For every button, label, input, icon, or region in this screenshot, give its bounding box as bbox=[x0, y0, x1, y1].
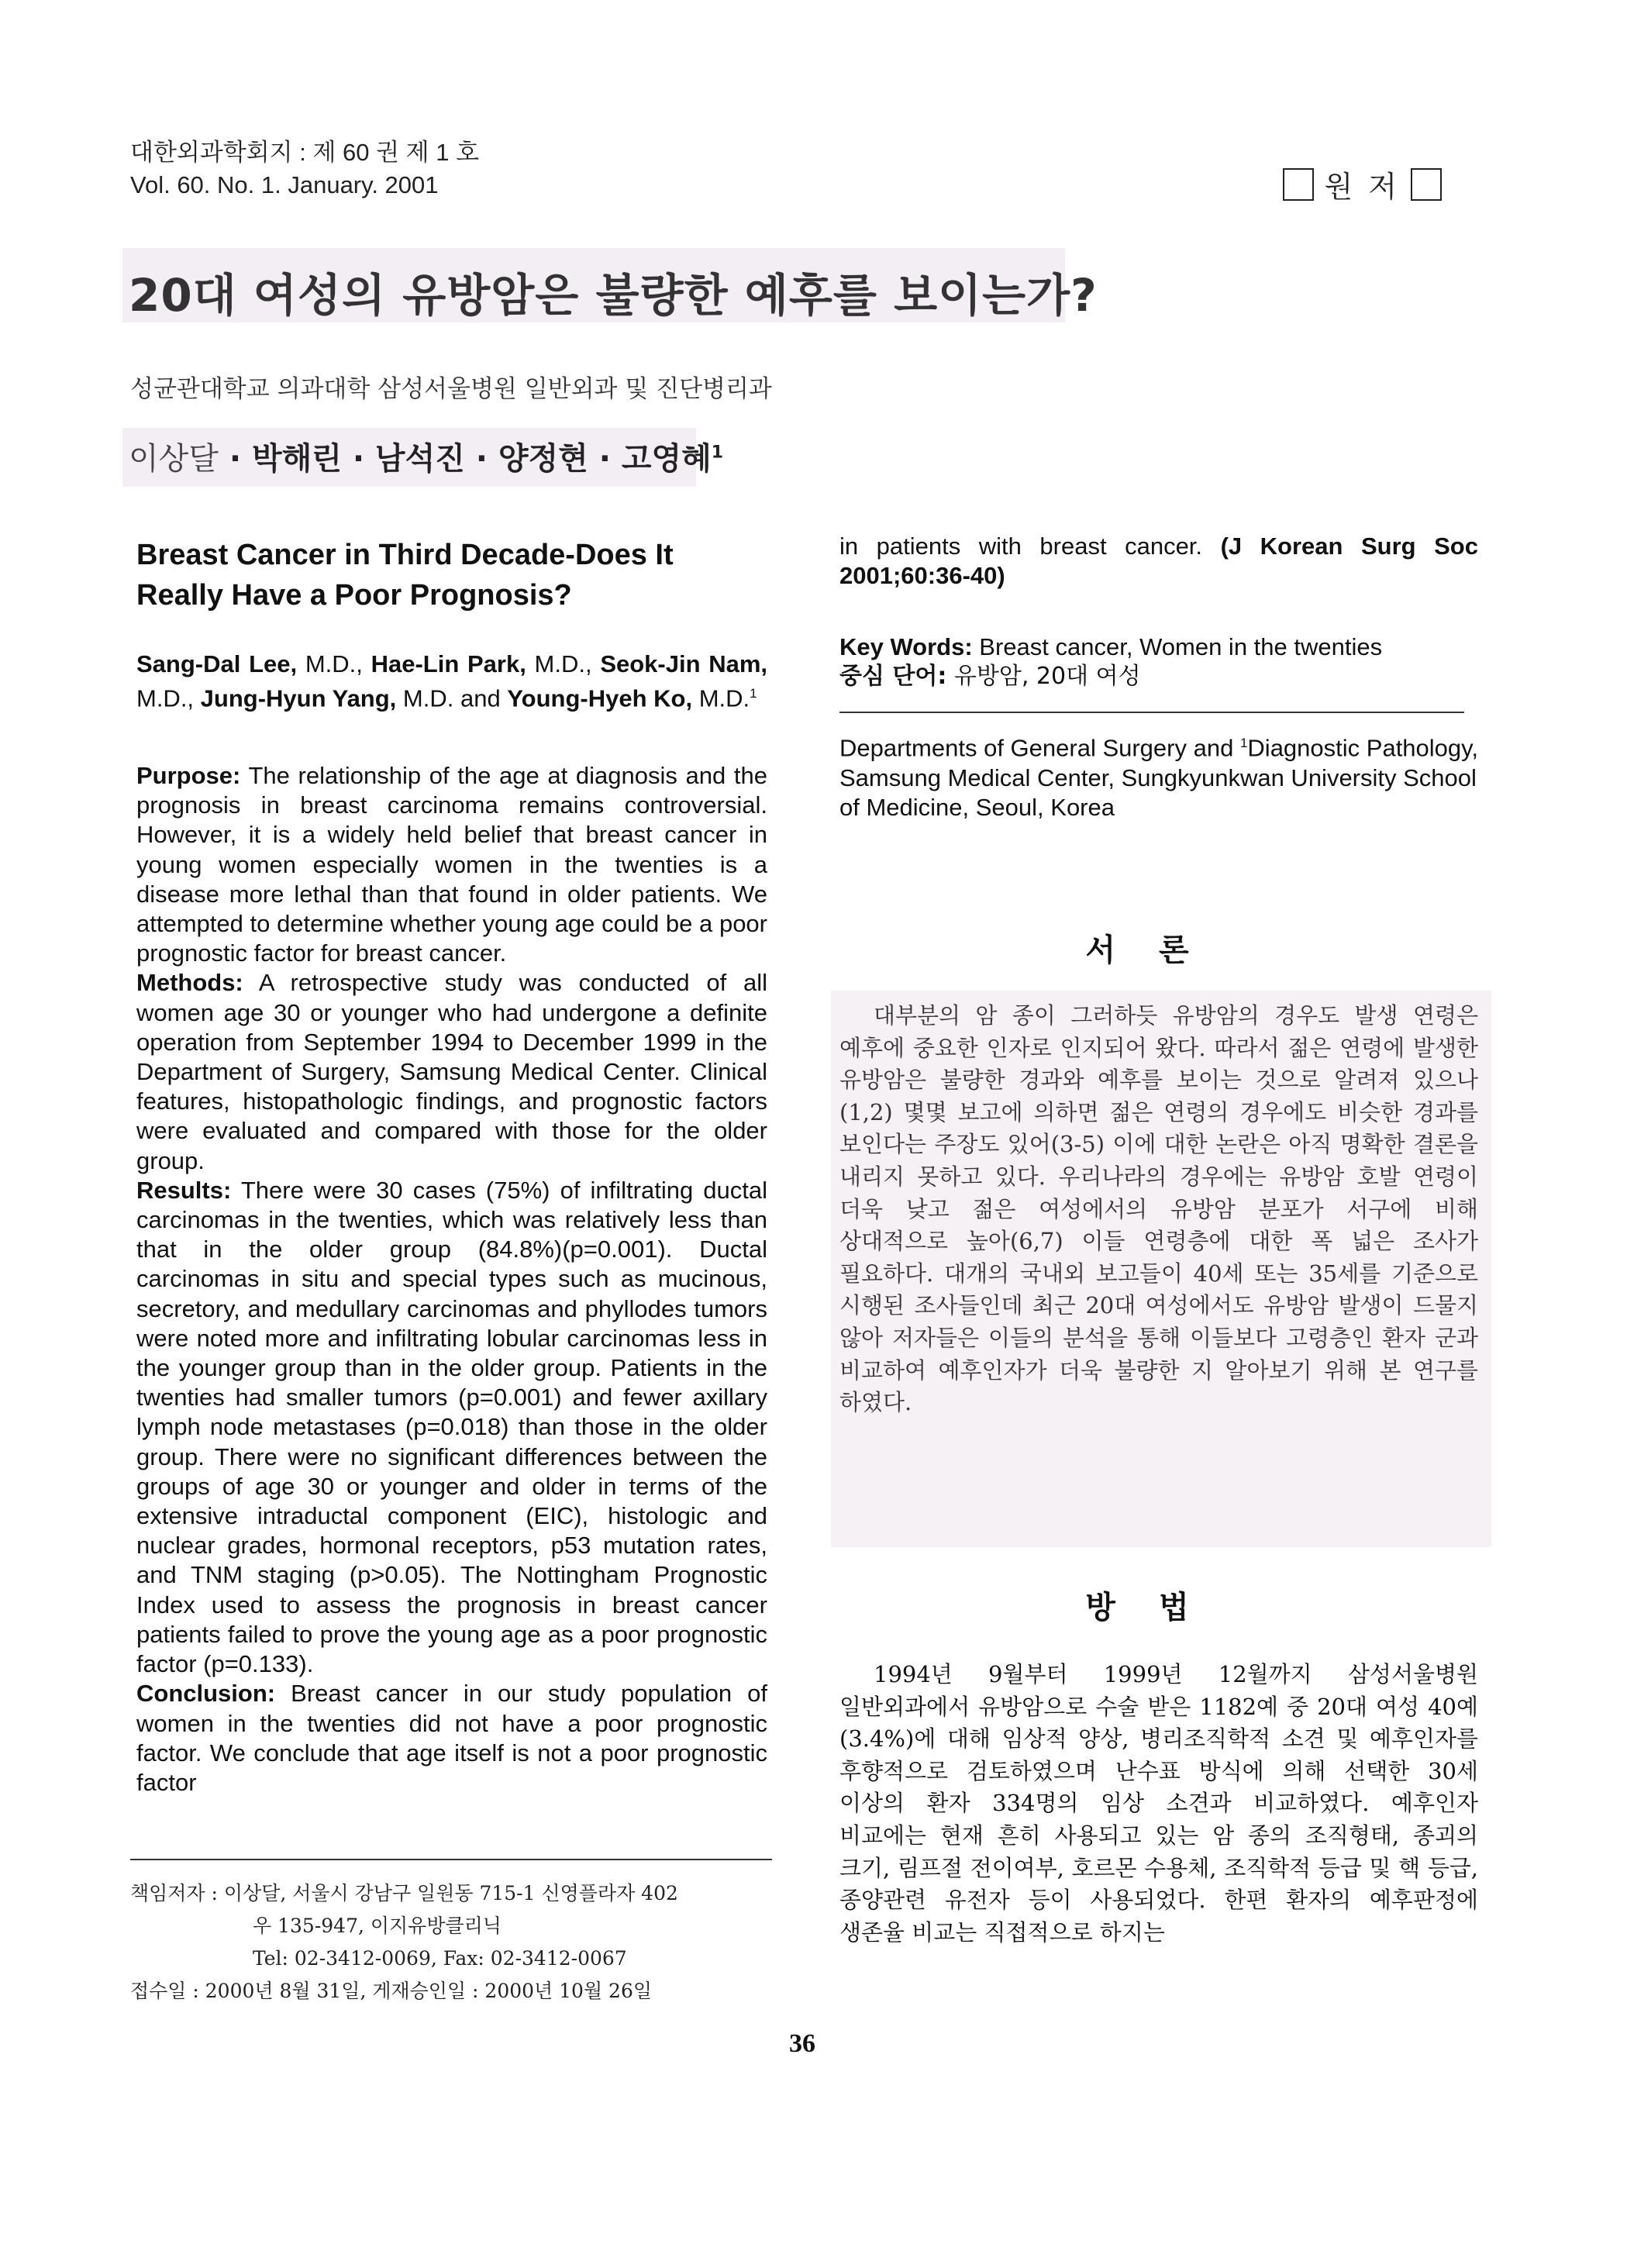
article-type-badge bbox=[1272, 163, 1453, 205]
affiliation-kr bbox=[130, 369, 772, 404]
intro-heading: 서론 bbox=[1085, 932, 1232, 968]
journal-info bbox=[130, 136, 479, 202]
title-kr: 20대 여성의 유방암은 불량한 예후를 보이는가? bbox=[129, 269, 1098, 322]
journal-volume: Vol. 60. No. 1. January. 2001 bbox=[130, 171, 439, 198]
degree-4: M.D. and bbox=[396, 684, 508, 712]
abstract-continuation bbox=[839, 532, 1478, 591]
degree-5: M.D. bbox=[692, 684, 750, 712]
citation: (J Korean Surg Soc 2001;60:36-40) bbox=[839, 533, 1478, 590]
author-3: Seok-Jin Nam, bbox=[600, 650, 768, 677]
results-text: There were 30 cases (75%) of infiltrating ductal carcinomas in the twenties, which was relatively less than that in the older group (84.8%)(p=0.001). Ductal carcinomas in situ and special types such as mucinous, secretory, and medullary carcinomas and phyllodes tumors were noted more and infiltrating lobular carcinomas less in the younger group than in the older group. Patients in the twenties had smaller tumors (p=0.001) and fewer axillary lymph node metastases (p=0.018) than those in the older group. There were no significant differences between the groups of age 30 or younger and older in terms of the extensive intraductal component (EIC), histologic and nuclear grades, hormonal receptors, p53 mutation rates, and TNM staging (p>0.05). The Nottingham Prognostic Index used to assess the prognosis in breast cancer patients failed to prove the young age as a poor prognostic factor (p=0.133). bbox=[136, 1176, 767, 1678]
purpose-text: The relationship of the age at diagnosis and the prognosis in breast carcinoma remains controversial. However, it is a widely held belief that breast cancer in young women especially women in the twenties is a disease more lethal than that found in older patients. We attempted to determine whether young age could be a poor prognostic factor for breast cancer. bbox=[136, 762, 767, 967]
conclusion-label: Conclusion: bbox=[136, 1680, 276, 1708]
results-label: Results: bbox=[136, 1176, 232, 1204]
keywords-divider bbox=[839, 712, 1464, 713]
abstract bbox=[136, 761, 767, 1798]
page-number: 36 bbox=[789, 2029, 815, 2058]
keywords-kr-label: 중심 단어: bbox=[839, 663, 947, 691]
correspondence bbox=[130, 1877, 781, 2008]
intro-body bbox=[839, 1000, 1478, 1419]
departments-part-2: Diagnostic Pathology, Samsung Medical Center, Sungkyunkwan University School of Medicine, Seoul, Korea bbox=[839, 734, 1478, 821]
article-type: 원 저 bbox=[1324, 170, 1400, 204]
continuation-text: in patients with breast cancer. bbox=[839, 533, 1221, 560]
authors-rest-kr: · 박해린 · 남석진 · 양정현 · 고영혜 bbox=[218, 441, 712, 477]
author-2: Hae-Lin Park, bbox=[371, 650, 526, 677]
box-left-icon bbox=[1283, 168, 1314, 201]
methods-label: Methods: bbox=[136, 969, 243, 997]
author-5: Young-Hyeh Ko, bbox=[507, 684, 693, 712]
corr-line-4: 접수일 : 2000년 8월 31일, 게재승인일 : 2000년 10월 26일 bbox=[130, 1980, 653, 2002]
departments: Departments of General Surgery and $^1$Diagnostic Pathology, Samsung Medical Center, Sungkyunkwan University School of Medicine, Seoul, Korea bbox=[839, 734, 1478, 821]
affiliation-kr-main: 성균관대학교 의과대학 삼성서울병원 일반외과 및 진단병리과 bbox=[130, 375, 772, 403]
purpose-label: Purpose: bbox=[136, 762, 241, 789]
author-first-kr: 이상달 bbox=[129, 441, 219, 477]
english-title: Breast Cancer in Third Decade-Does It Really Have a Poor Prognosis? bbox=[136, 539, 674, 612]
keywords-text: Breast cancer, Women in the twenties bbox=[972, 633, 1383, 660]
methods-body bbox=[839, 1659, 1478, 1949]
author-1: Sang-Dal Lee, bbox=[136, 650, 298, 677]
methods-text: A retrospective study was conducted of all women age 30 or younger who had undergone a definite operation from September 1994 to December 1999 in the Department of Surgery, Samsung Medical Center. Clinical features, histopathologic findings, and prognostic factors were evaluated and compared with those for the older group. bbox=[136, 969, 767, 1174]
footnote-divider bbox=[130, 1859, 772, 1860]
corr-line-3: Tel: 02-3412-0069, Fax: 02-3412-0067 bbox=[253, 1947, 627, 1970]
intro-paragraph: 대부분의 암 종이 그러하듯 유방암의 경우도 발생 연령은 예후에 중요한 인자로 인지되어 왔다. 따라서 젊은 연령에 발생한 유방암은 불량한 경과와 예후를 보이는 것으로 알려져 있으나(1,2) 몇몇 보고에 의하면 젊은 연령의 경우에도 비슷한 경과를 보인다는 주장도 있어(3-5) 이에 대한 논란은 아직 명확한 결론을 내리지 못하고 있다. 우리나라의 경우에는 유방암 호발 연령이 더욱 낮고 젊은 여성에서의 유방암 분포가 서구에 비해 상대적으로 높아(6,7) 이들 연령층에 대한 폭 넓은 조사가 필요하다. 대개의 국내외 보고들이 40세 또는 35세를 기준으로 시행된 조사들인데 최근 20대 여성에서도 유방암 발생이 드물지 않아 저자들은 이들의 분석을 통해 이들보다 고령층인 환자 군과 비교하여 예후인자가 더욱 불량한 지 알아보기 위해 본 연구를 하였다. bbox=[839, 1002, 1478, 1416]
abstract-purpose bbox=[136, 761, 767, 968]
degree-1: M.D., bbox=[297, 650, 371, 677]
keywords bbox=[839, 632, 1478, 691]
keywords-label: Key Words: bbox=[839, 633, 973, 660]
methods-heading: 방법 bbox=[1085, 1590, 1232, 1625]
english-byline: Sang-Dal Lee, M.D., Hae-Lin Park, M.D., Seok-Jin Nam, M.D., Jung-Hyun Yang, M.D. and Young-Hyeh Ko, M.D.$^1$ bbox=[136, 650, 768, 712]
corr-line-1: 책임저자 : 이상달, 서울시 강남구 일원동 715-1 신영플라자 402 bbox=[130, 1882, 678, 1904]
conclusion-text: Breast cancer in our study population of women in the twenties did not have a poor prognostic factor. We conclude that age itself is not a poor prognostic factor bbox=[136, 1680, 767, 1796]
abstract-methods bbox=[136, 968, 767, 1175]
journal-name: 대한외과학회지 : 제 60 권 제 1 호 bbox=[130, 139, 480, 166]
box-right-icon bbox=[1411, 168, 1442, 201]
departments-part-1: Departments of General Surgery and bbox=[839, 734, 1240, 762]
abstract-conclusion bbox=[136, 1679, 767, 1798]
abstract-results bbox=[136, 1176, 767, 1679]
authors-kr: 이상달 · 박해린 · 남석진 · 양정현 · 고영혜$^1$ bbox=[129, 441, 724, 477]
keywords-en bbox=[839, 632, 1478, 662]
methods-paragraph: 1994년 9월부터 1999년 12월까지 삼성서울병원 일반외과에서 유방암으로 수술 받은 1182예 중 20대 여성 40예(3.4%)에 대해 임상적 양상, 병리조직학적 소견 및 예후인자를 후향적으로 검토하였으며 난수표 방식에 의해 선택한 30세 이상의 환자 334명의 임상 소견과 비교하였다. 예후인자 비교에는 현재 흔히 사용되고 있는 암 종의 조직형태, 종괴의 크기, 림프절 전이여부, 호르몬 수용체, 조직학적 등급 및 핵 등급, 종양관련 유전자 등이 사용되었다. 한편 환자의 예후판정에 생존율 비교는 직접적으로 하지는 bbox=[839, 1661, 1478, 1946]
corr-line-2: 우 135-947, 이지유방클리닉 bbox=[253, 1915, 502, 1937]
degree-2: M.D., bbox=[526, 650, 601, 677]
keywords-kr-text: 유방암, 20대 여성 bbox=[946, 663, 1141, 691]
author-4: Jung-Hyun Yang, bbox=[200, 684, 397, 712]
degree-3: M.D., bbox=[136, 684, 201, 712]
keywords-kr bbox=[839, 662, 1478, 691]
